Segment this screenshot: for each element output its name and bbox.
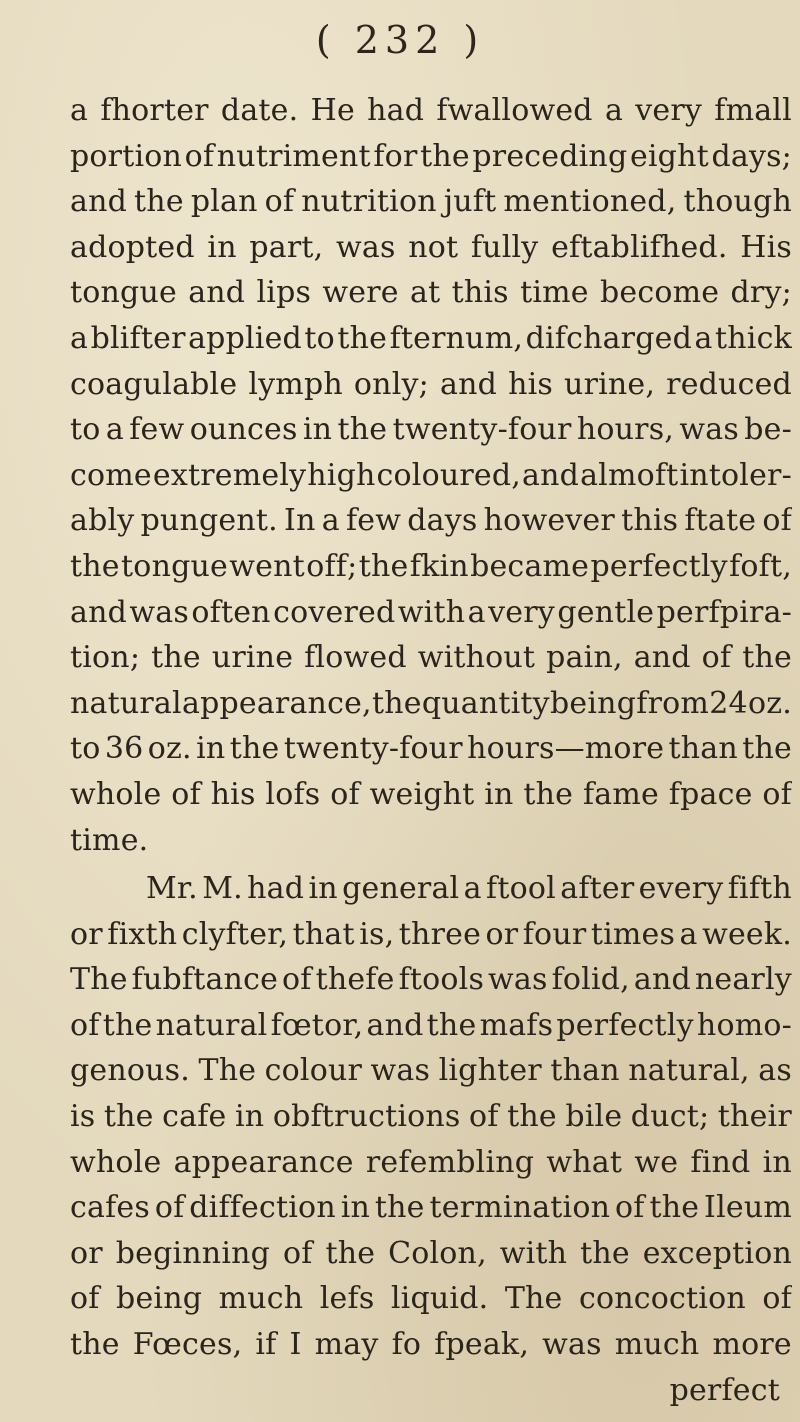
- word: time: [520, 275, 589, 311]
- word: this: [621, 503, 679, 539]
- word: urine: [211, 640, 294, 676]
- word: in: [340, 1190, 371, 1226]
- word: were: [322, 275, 399, 311]
- word: pungent.: [140, 503, 278, 539]
- text-line: [70, 1322, 792, 1368]
- word: applied: [188, 320, 302, 356]
- word: became: [470, 548, 590, 584]
- word: find: [690, 1144, 751, 1180]
- word: if: [255, 1326, 277, 1362]
- word: the: [358, 548, 409, 584]
- word: hours,: [576, 412, 675, 448]
- word: natural: [70, 685, 182, 721]
- word: liquid.: [390, 1281, 489, 1317]
- word: hours—more: [467, 731, 665, 767]
- word: fame: [582, 776, 659, 812]
- word: very: [635, 93, 703, 128]
- text-line: [70, 453, 792, 499]
- word: genous.: [70, 1053, 190, 1089]
- word: of: [264, 184, 295, 220]
- word: clyfter,: [181, 916, 289, 952]
- word: the: [102, 1007, 153, 1043]
- text-line: [70, 1003, 792, 1049]
- word: Ileum: [704, 1190, 792, 1226]
- text-line: [70, 1048, 792, 1094]
- word: a: [679, 916, 698, 952]
- word: almoft: [580, 457, 679, 493]
- word: The: [504, 1281, 563, 1317]
- word: the: [426, 1007, 477, 1043]
- word: mafs: [479, 1007, 554, 1043]
- word: termination: [429, 1190, 611, 1226]
- page-number: ( 232 ): [315, 18, 485, 62]
- word: fœtor,: [270, 1007, 364, 1043]
- word: week.: [702, 916, 792, 952]
- word: this: [451, 275, 509, 311]
- word: for: [373, 138, 418, 174]
- word: three: [398, 916, 482, 952]
- word: and: [633, 640, 691, 676]
- word: folid,: [551, 962, 630, 998]
- text-line: [70, 1094, 792, 1140]
- word: though: [683, 184, 792, 220]
- word: The: [198, 1053, 257, 1089]
- word: often: [191, 594, 271, 630]
- word: lymph: [248, 366, 343, 402]
- word: had: [367, 93, 425, 128]
- word: to: [70, 412, 101, 448]
- word: cafe: [162, 1098, 227, 1134]
- word: fkin: [409, 548, 469, 584]
- text-line: [70, 1231, 792, 1277]
- word: the: [580, 1235, 630, 1271]
- word: the: [523, 776, 574, 812]
- word: M.: [202, 871, 243, 906]
- word: being: [550, 685, 637, 721]
- word: date.: [220, 93, 299, 128]
- word: and: [188, 275, 246, 311]
- word: oz.: [747, 685, 792, 721]
- word: lofs: [265, 776, 321, 812]
- word: the: [151, 640, 201, 676]
- word: fifth: [727, 871, 792, 906]
- word: of: [282, 962, 312, 998]
- word: that: [292, 916, 355, 952]
- word: difcharged: [525, 320, 692, 356]
- word: and: [70, 184, 128, 220]
- word: fmall: [714, 93, 792, 128]
- text-line: [70, 912, 792, 958]
- word: the: [742, 731, 792, 767]
- word: was: [488, 962, 548, 998]
- word: twenty-four: [283, 731, 463, 767]
- word: nearly: [694, 962, 792, 998]
- word: and: [522, 457, 580, 493]
- word: His: [740, 229, 792, 265]
- word: come: [70, 457, 152, 493]
- word: with: [397, 594, 466, 630]
- word: The: [70, 962, 128, 998]
- word: what: [546, 1144, 623, 1180]
- word: weight: [369, 776, 475, 812]
- word: of: [154, 1190, 185, 1226]
- word: without: [417, 640, 536, 676]
- text-line: [70, 88, 792, 134]
- word: is,: [359, 916, 395, 952]
- text-line: [70, 270, 792, 316]
- word: few: [346, 503, 402, 539]
- word: may: [314, 1326, 379, 1362]
- word: cafes: [70, 1190, 150, 1226]
- word: perfpira-: [656, 594, 792, 630]
- word: was: [679, 412, 739, 448]
- word: in: [762, 1144, 792, 1180]
- word: much: [218, 1281, 304, 1317]
- word: or: [70, 1235, 103, 1271]
- word: fpeak,: [434, 1326, 530, 1362]
- word: fo: [391, 1326, 422, 1362]
- word: thefe: [315, 962, 395, 998]
- word: eight: [629, 138, 709, 174]
- word: foft,: [729, 548, 792, 584]
- word: whole: [70, 1144, 162, 1180]
- text-line: [70, 179, 792, 225]
- text-line: [70, 590, 792, 636]
- word: the: [134, 184, 184, 220]
- word: nutriment: [216, 138, 371, 174]
- word: to: [70, 731, 101, 767]
- word: we: [634, 1144, 679, 1180]
- word: of: [469, 1098, 499, 1134]
- word: as: [758, 1053, 792, 1089]
- word: tongue: [121, 548, 228, 584]
- word: adopted: [70, 229, 195, 265]
- word: at: [409, 275, 441, 311]
- word: the: [325, 1235, 376, 1271]
- word: lighter: [438, 1053, 542, 1089]
- word: duct;: [630, 1098, 710, 1134]
- word: or: [485, 916, 519, 952]
- text-line: [70, 134, 792, 180]
- word: days: [407, 503, 478, 539]
- word: the: [70, 548, 120, 584]
- word: fpace: [668, 776, 753, 812]
- word: in: [484, 776, 514, 812]
- catchword: perfect: [669, 1372, 780, 1408]
- word: a: [463, 871, 482, 906]
- word: juft: [443, 184, 497, 220]
- word: appearance: [173, 1144, 354, 1180]
- word: ftate: [684, 503, 757, 539]
- word: the: [229, 731, 280, 767]
- word: in: [234, 1098, 265, 1134]
- word: tongue: [70, 275, 177, 311]
- text-line: time.: [70, 822, 149, 858]
- word: appearance,: [181, 685, 372, 721]
- word: a: [70, 93, 89, 128]
- text-line: [70, 362, 792, 408]
- word: thick: [715, 320, 792, 356]
- text-line: [70, 544, 792, 590]
- word: ounces: [189, 412, 298, 448]
- word: more: [712, 1326, 792, 1362]
- word: I: [289, 1326, 302, 1362]
- word: coagulable: [70, 366, 238, 402]
- word: ftools: [398, 962, 485, 998]
- word: reduced: [666, 366, 792, 402]
- word: homo-: [696, 1007, 792, 1043]
- word: much: [614, 1326, 700, 1362]
- word: of: [762, 503, 792, 539]
- word: twenty-four: [392, 412, 572, 448]
- word: the: [742, 640, 792, 676]
- text-line: [70, 1185, 792, 1231]
- text-line: [70, 1140, 792, 1186]
- word: the: [649, 1190, 700, 1226]
- word: had: [247, 871, 305, 906]
- word: general: [342, 871, 460, 906]
- word: concoction: [578, 1281, 746, 1317]
- word: refembling: [365, 1144, 535, 1180]
- word: ftool: [486, 871, 556, 906]
- word: the: [337, 412, 388, 448]
- word: times: [590, 916, 676, 952]
- word: their: [717, 1098, 792, 1134]
- word: his: [508, 366, 553, 402]
- word: intoler-: [679, 457, 792, 493]
- word: fixth: [107, 916, 178, 952]
- word: blifter: [90, 320, 186, 356]
- word: colour: [264, 1053, 363, 1089]
- word: exception: [642, 1235, 792, 1271]
- word: coloured,: [376, 457, 522, 493]
- word: of: [330, 776, 360, 812]
- word: in: [308, 871, 338, 906]
- word: his: [210, 776, 256, 812]
- word: fhorter: [100, 93, 209, 128]
- word: gentle: [557, 594, 655, 630]
- word: only;: [353, 366, 429, 402]
- word: the: [507, 1098, 557, 1134]
- word: preceding: [472, 138, 628, 174]
- text-line: [70, 866, 792, 912]
- text-line: [70, 1276, 792, 1322]
- word: a: [604, 93, 624, 128]
- word: was: [370, 1053, 431, 1089]
- word: covered: [273, 594, 396, 630]
- word: fternum,: [389, 320, 524, 356]
- word: or: [70, 916, 103, 952]
- word: the: [374, 1190, 425, 1226]
- word: perfectly: [556, 1007, 694, 1043]
- word: very: [488, 594, 555, 630]
- word: and: [70, 594, 128, 630]
- word: not: [408, 229, 459, 265]
- word: ably: [70, 503, 135, 539]
- word: high: [307, 457, 376, 493]
- word: the: [420, 138, 470, 174]
- word: a: [70, 320, 89, 356]
- word: than: [668, 731, 738, 767]
- word: portion: [70, 138, 183, 174]
- text-line: [70, 772, 792, 818]
- text-line: [70, 681, 792, 727]
- word: of: [171, 776, 201, 812]
- word: went: [229, 548, 305, 584]
- word: be-: [744, 412, 792, 448]
- word: mentioned,: [503, 184, 677, 220]
- word: from: [636, 685, 710, 721]
- word: natural: [155, 1007, 268, 1043]
- word: fwallowed: [436, 93, 593, 128]
- word: of: [762, 1281, 792, 1317]
- word: a: [321, 503, 340, 539]
- word: extremely: [152, 457, 307, 493]
- word: plan: [190, 184, 258, 220]
- word: after: [560, 871, 635, 906]
- text-line: [70, 407, 792, 453]
- word: was: [542, 1326, 602, 1362]
- word: to: [304, 320, 335, 356]
- word: of: [184, 138, 215, 174]
- word: four: [522, 916, 587, 952]
- word: few: [129, 412, 185, 448]
- word: 36: [104, 731, 144, 767]
- word: nutrition: [301, 184, 437, 220]
- word: tion;: [70, 640, 141, 676]
- word: being: [116, 1281, 203, 1317]
- word: Mr.: [146, 871, 198, 906]
- word: and: [633, 962, 691, 998]
- word: lefs: [319, 1281, 375, 1317]
- word: dry;: [730, 275, 792, 311]
- word: urine,: [564, 366, 656, 402]
- text-line: [70, 957, 792, 1003]
- word: become: [600, 275, 720, 311]
- word: a: [694, 320, 713, 356]
- word: the: [70, 1326, 120, 1362]
- word: days;: [711, 138, 792, 174]
- word: in: [302, 412, 333, 448]
- word: was: [129, 594, 189, 630]
- word: of: [615, 1190, 645, 1226]
- word: the: [371, 685, 422, 721]
- word: diffection: [189, 1190, 336, 1226]
- word: flowed: [304, 640, 407, 676]
- word: 24: [709, 685, 748, 721]
- word: of: [282, 1235, 313, 1271]
- word: He: [310, 93, 355, 128]
- text-line: [70, 635, 792, 681]
- word: bile: [565, 1098, 623, 1134]
- paragraph-1: [70, 88, 792, 863]
- word: oz.: [147, 731, 192, 767]
- word: pain,: [546, 640, 623, 676]
- text-line: [70, 726, 792, 772]
- word: perfectly: [590, 548, 728, 584]
- word: eftablifhed.: [551, 229, 728, 265]
- word: a: [105, 412, 124, 448]
- word: the: [103, 1098, 154, 1134]
- word: off;: [306, 548, 358, 584]
- word: a: [467, 594, 486, 630]
- word: and: [366, 1007, 424, 1043]
- word: beginning: [115, 1235, 271, 1271]
- word: Colon,: [388, 1235, 487, 1271]
- word: in: [207, 229, 237, 265]
- word: with: [499, 1235, 568, 1271]
- word: fully: [470, 229, 539, 265]
- word: lips: [256, 275, 312, 311]
- word: the: [337, 320, 388, 356]
- word: Fœces,: [132, 1326, 243, 1362]
- word: part,: [249, 229, 324, 265]
- text-line: [70, 316, 792, 362]
- word: of: [701, 640, 732, 676]
- text-line: [70, 225, 792, 271]
- text-line: [70, 498, 792, 544]
- word: quantity: [421, 685, 550, 721]
- word: fubftance: [131, 962, 279, 998]
- word: natural,: [628, 1053, 750, 1089]
- word: however: [483, 503, 615, 539]
- word: than: [550, 1053, 620, 1089]
- word: of: [70, 1281, 100, 1317]
- word: every: [638, 871, 724, 906]
- word: obftructions: [272, 1098, 461, 1134]
- word: and: [440, 366, 498, 402]
- word: of: [70, 1007, 100, 1043]
- word: is: [70, 1098, 96, 1134]
- word: whole: [70, 776, 162, 812]
- paragraph-2: [70, 866, 792, 1413]
- word: of: [762, 776, 792, 812]
- word: In: [284, 503, 316, 539]
- word: in: [196, 731, 226, 767]
- word: was: [336, 229, 396, 265]
